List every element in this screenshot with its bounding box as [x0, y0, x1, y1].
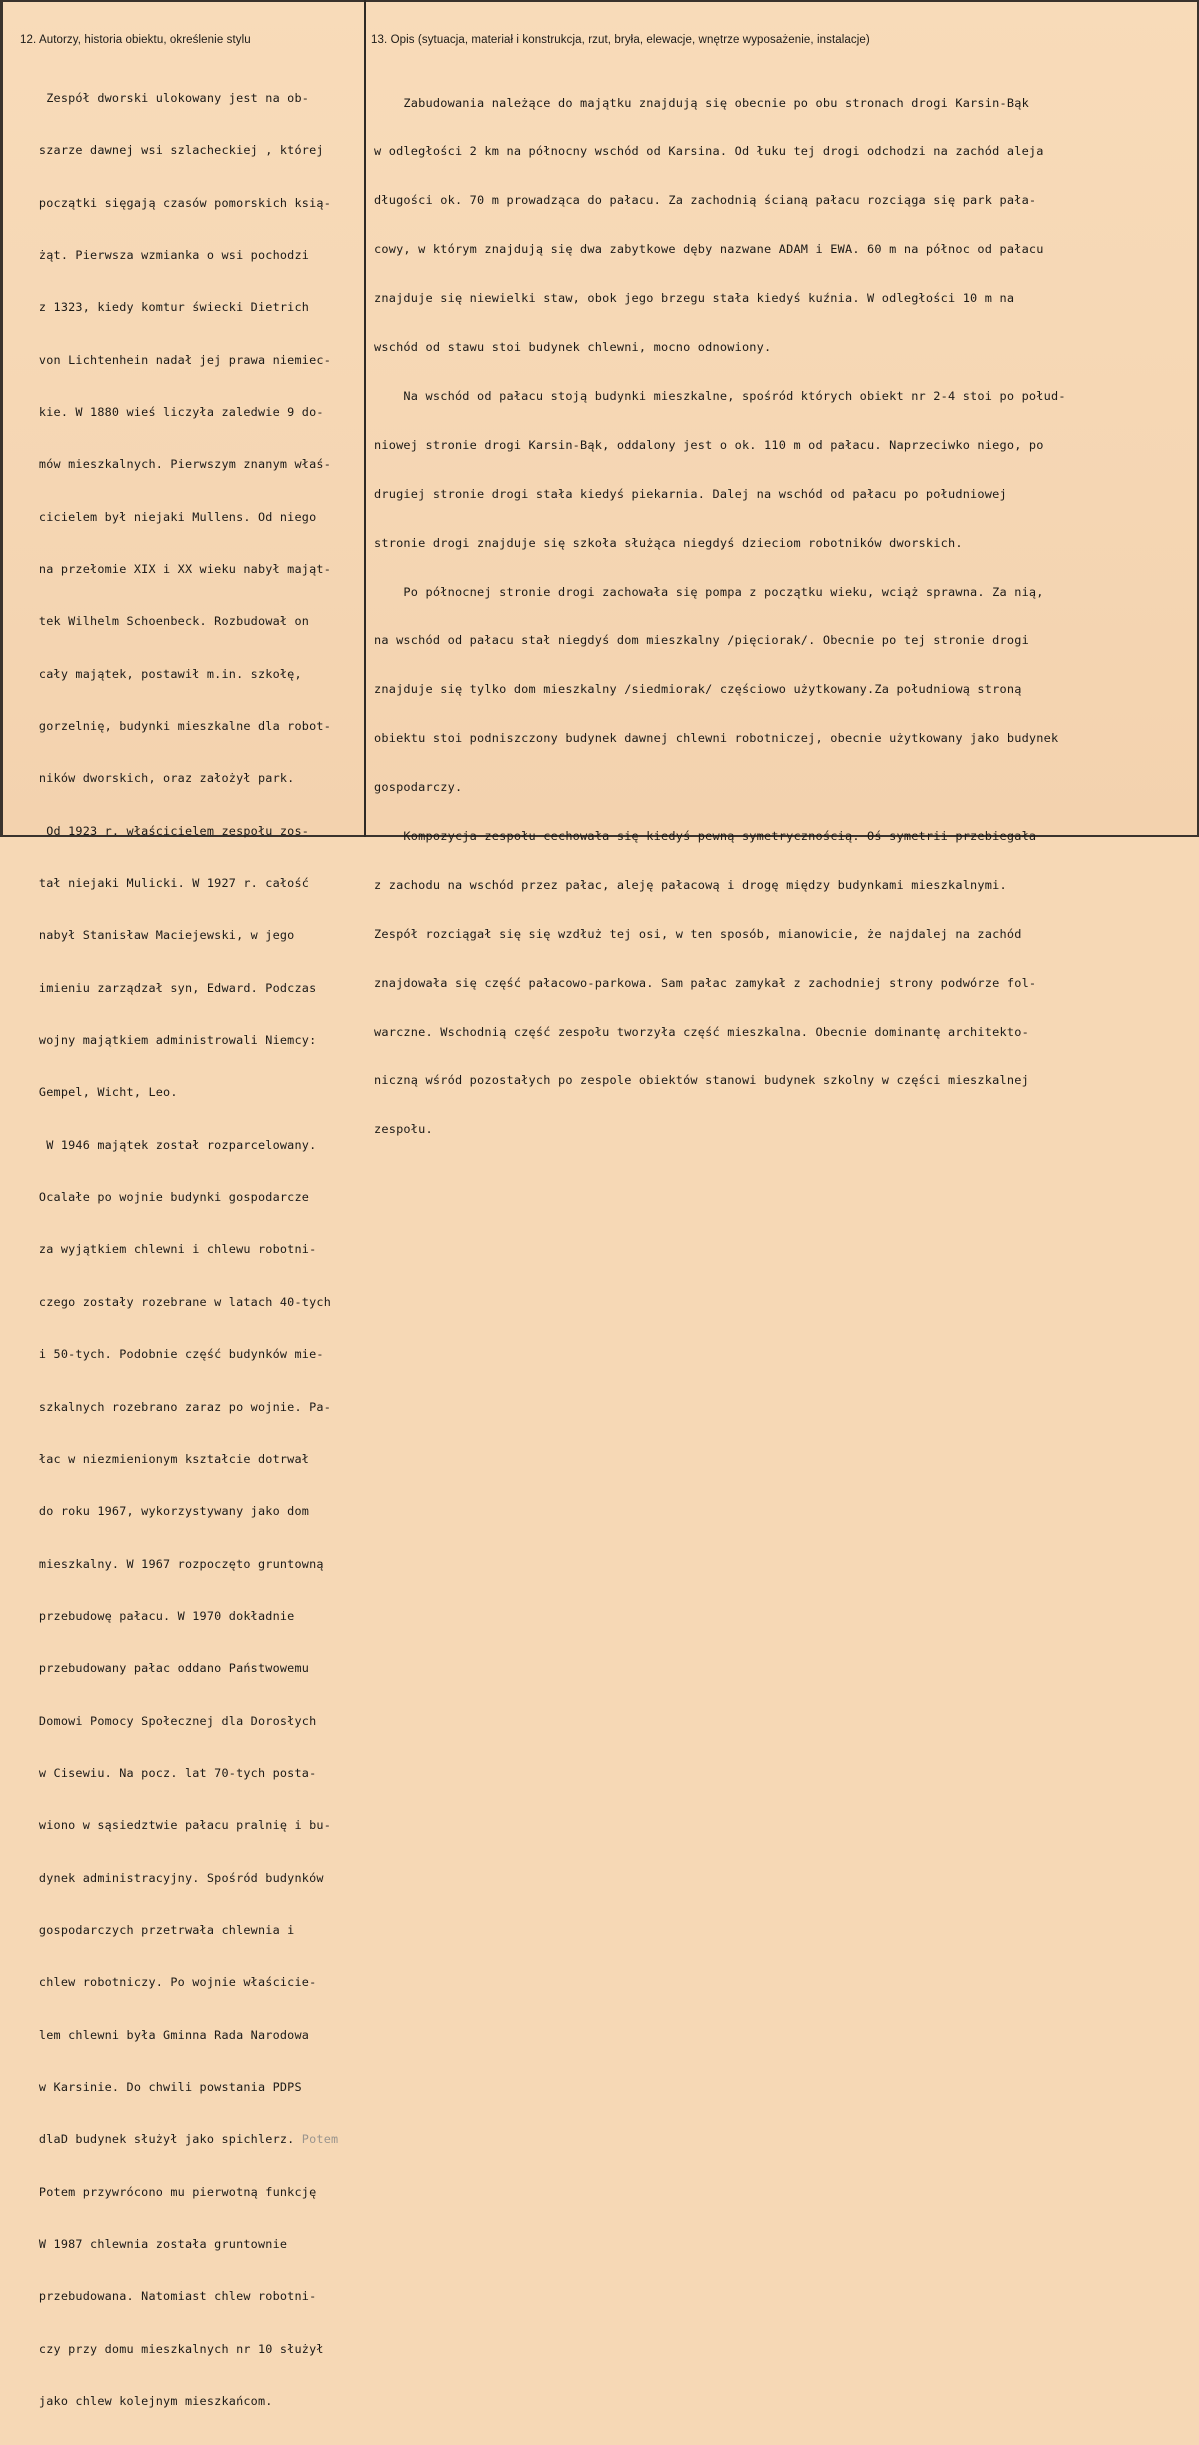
description-line: gospodarczy.: [374, 780, 463, 795]
column-divider: [364, 0, 366, 837]
description-line: zespołu.: [374, 1122, 433, 1137]
history-line-text: dlaD budynek służył jako spichlerz.: [17, 2132, 302, 2147]
history-line: w Cisewiu. Na pocz. lat 70-tych posta-: [17, 1765, 317, 1780]
history-line: tał niejaki Mulicki. W 1927 r. całość: [17, 876, 310, 891]
description-line: obiektu stoi podniszczony budynek dawnej chlewni robotniczej, obecnie użytkowany jako budynek: [374, 731, 1059, 746]
history-line: ników dworskich, oraz założył park.: [17, 771, 295, 786]
history-line: przebudowany pałac oddano Państwowemu: [17, 1661, 310, 1676]
history-line: Potem przywrócono mu pierwotną funkcję: [17, 2184, 317, 2199]
history-line: łac w niezmienionym kształcie dotrwał: [17, 1451, 310, 1466]
history-line: wiono w sąsiedztwie pałacu pralnię i bu-: [17, 1818, 331, 1833]
history-line: czego zostały rozebrane w latach 40-tych: [17, 1294, 331, 1309]
history-line: Od 1923 r. właścicielem zespołu zos-: [17, 823, 310, 838]
section-13-header: 13. Opis (sytuacja, materiał i konstrukcja, rzut, bryła, elewacje, wnętrze wyposażenie, instalacje): [371, 34, 870, 46]
history-line: W 1946 majątek został rozparcelowany.: [17, 1137, 317, 1152]
faded-correction: Potem: [301, 2132, 339, 2147]
history-line: kie. W 1880 wieś liczyła zaledwie 9 do-: [17, 404, 324, 419]
description-line: Na wschód od pałacu stoją budynki mieszkalne, spośród których obiekt nr 2-4 stoi po połud-: [374, 388, 1066, 403]
description-line: drugiej stronie drogi stała kiedyś piekarnia. Dalej na wschód od pałacu po południowej: [374, 486, 1007, 501]
history-line: czy przy domu mieszkalnych nr 10 służył: [17, 2341, 324, 2356]
history-line: Ocalałe po wojnie budynki gospodarcze: [17, 1190, 310, 1205]
description-line: warczne. Wschodnią część zespołu tworzyła część mieszkalna. Obecnie dominantę architekto-: [374, 1024, 1029, 1039]
history-line: cicielem był niejaki Mullens. Od niego: [17, 509, 317, 524]
history-line: gorzelnię, budynki mieszkalne dla robot-: [17, 719, 331, 734]
history-line: początki sięgają czasów pomorskich ksią-: [17, 195, 331, 210]
history-line: przebudowana. Natomiast chlew robotni-: [17, 2289, 317, 2304]
history-line: cały majątek, postawił m.in. szkołę,: [17, 666, 302, 681]
history-line: w Karsinie. Do chwili powstania PDPS: [17, 2079, 302, 2094]
history-line: dynek administracyjny. Spośród budynków: [17, 1870, 324, 1885]
history-line: za wyjątkiem chlewni i chlewu robotni-: [17, 1242, 317, 1257]
history-line: gospodarczych przetrwała chlewnia i: [17, 1922, 295, 1937]
history-line: wojny majątkiem administrowali Niemcy:: [17, 1033, 317, 1048]
history-line: nabył Stanisław Maciejewski, w jego: [17, 928, 295, 943]
history-line: szarze dawnej wsi szlacheckiej , której: [17, 143, 324, 158]
description-line: niczną wśród pozostałych po zespole obiektów stanowi budynek szkolny w części mieszkalnej: [374, 1073, 1029, 1088]
history-line: jako chlew kolejnym mieszkańcom.: [17, 2394, 273, 2409]
history-line-with-strikeout: [17, 2131, 362, 2148]
history-line: mieszkalny. W 1967 rozpoczęto gruntowną: [17, 1556, 324, 1571]
history-line: lem chlewni była Gminna Rada Narodowa: [17, 2027, 310, 2042]
section-12-header: 12. Autorzy, historia obiektu, określenie stylu: [20, 34, 251, 46]
description-line: niowej stronie drogi Karsin-Bąk, oddalony jest o ok. 110 m od pałacu. Naprzeciwko niego, po: [374, 437, 1044, 452]
description-line: znajdowała się część pałacowo-parkowa. Sam pałac zamykał z zachodniej strony podwórze fol-: [374, 975, 1037, 990]
history-line: imieniu zarządzał syn, Edward. Podczas: [17, 980, 317, 995]
description-line: Zabudowania należące do majątku znajdują się obecnie po obu stronach drogi Karsin-Bąk: [374, 95, 1029, 110]
description-line: wschód od stawu stoi budynek chlewni, mocno odnowiony.: [374, 340, 772, 355]
history-line: Domowi Pomocy Społecznej dla Dorosłych: [17, 1713, 317, 1728]
history-line: żąt. Pierwsza wzmianka o wsi pochodzi: [17, 247, 310, 262]
history-text: [17, 55, 362, 2445]
description-line: z zachodu na wschód przez pałac, aleję pałacową i drogę między budynkami mieszkalnymi.: [374, 877, 1007, 892]
description-line: Zespół rozciągał się się wzdłuż tej osi, w ten sposób, mianowicie, że najdalej na zachód: [374, 926, 1022, 941]
history-line: Zespół dworski ulokowany jest na ob-: [17, 90, 310, 105]
history-line: przebudowę pałacu. W 1970 dokładnie: [17, 1608, 295, 1623]
history-line: chlew robotniczy. Po wojnie właścicie-: [17, 1975, 317, 1990]
description-line: Kompozycja zespołu cechowała się kiedyś pewną symetrycznością. Oś symetrii przebiegała: [374, 828, 1037, 843]
description-line: długości ok. 70 m prowadząca do pałacu. Za zachodnią ścianą pałacu rozciąga się park pała-: [374, 193, 1037, 208]
description-line: stronie drogi znajduje się szkoła służąca niegdyś dzieciom robotników dworskich.: [374, 535, 963, 550]
history-line: i 50-tych. Podobnie część budynków mie-: [17, 1347, 324, 1362]
history-line: z 1323, kiedy komtur świecki Dietrich: [17, 300, 310, 315]
history-line: szkalnych rozebrano zaraz po wojnie. Pa-: [17, 1399, 331, 1414]
history-line: W 1987 chlewnia została gruntownie: [17, 2237, 288, 2251]
description-text: [374, 62, 1194, 1170]
description-line: Po północnej stronie drogi zachowała się pompa z początku wieku, wciąż sprawna. Za nią,: [374, 584, 1044, 599]
description-line: w odległości 2 km na północny wschód od Karsina. Od łuku tej drogi odchodzi na zachód aleja: [374, 144, 1044, 159]
history-line: mów mieszkalnych. Pierwszym znanym właś-: [17, 457, 331, 472]
description-line: na wschód od pałacu stał niegdyś dom mieszkalny /pięciorak/. Obecnie po tej stronie drogi: [374, 633, 1029, 648]
history-line: tek Wilhelm Schoenbeck. Rozbudował on: [17, 614, 310, 629]
history-line: von Lichtenhein nadał jej prawa niemiec-: [17, 352, 331, 367]
history-line: do roku 1967, wykorzystywany jako dom: [17, 1504, 310, 1519]
description-line: cowy, w którym znajdują się dwa zabytkowe dęby nazwane ADAM i EWA. 60 m na północ od pałacu: [374, 242, 1044, 257]
description-line: znajduje się niewielki staw, obok jego brzegu stała kiedyś kuźnia. W odległości 10 m na: [374, 291, 1015, 306]
history-line: na przełomie XIX i XX wieku nabył mająt-: [17, 562, 331, 576]
description-line: znajduje się tylko dom mieszkalny /siedmiorak/ częściowo użytkowany.Za południową stroną: [374, 682, 1022, 697]
history-line: Gempel, Wicht, Leo.: [17, 1085, 178, 1100]
